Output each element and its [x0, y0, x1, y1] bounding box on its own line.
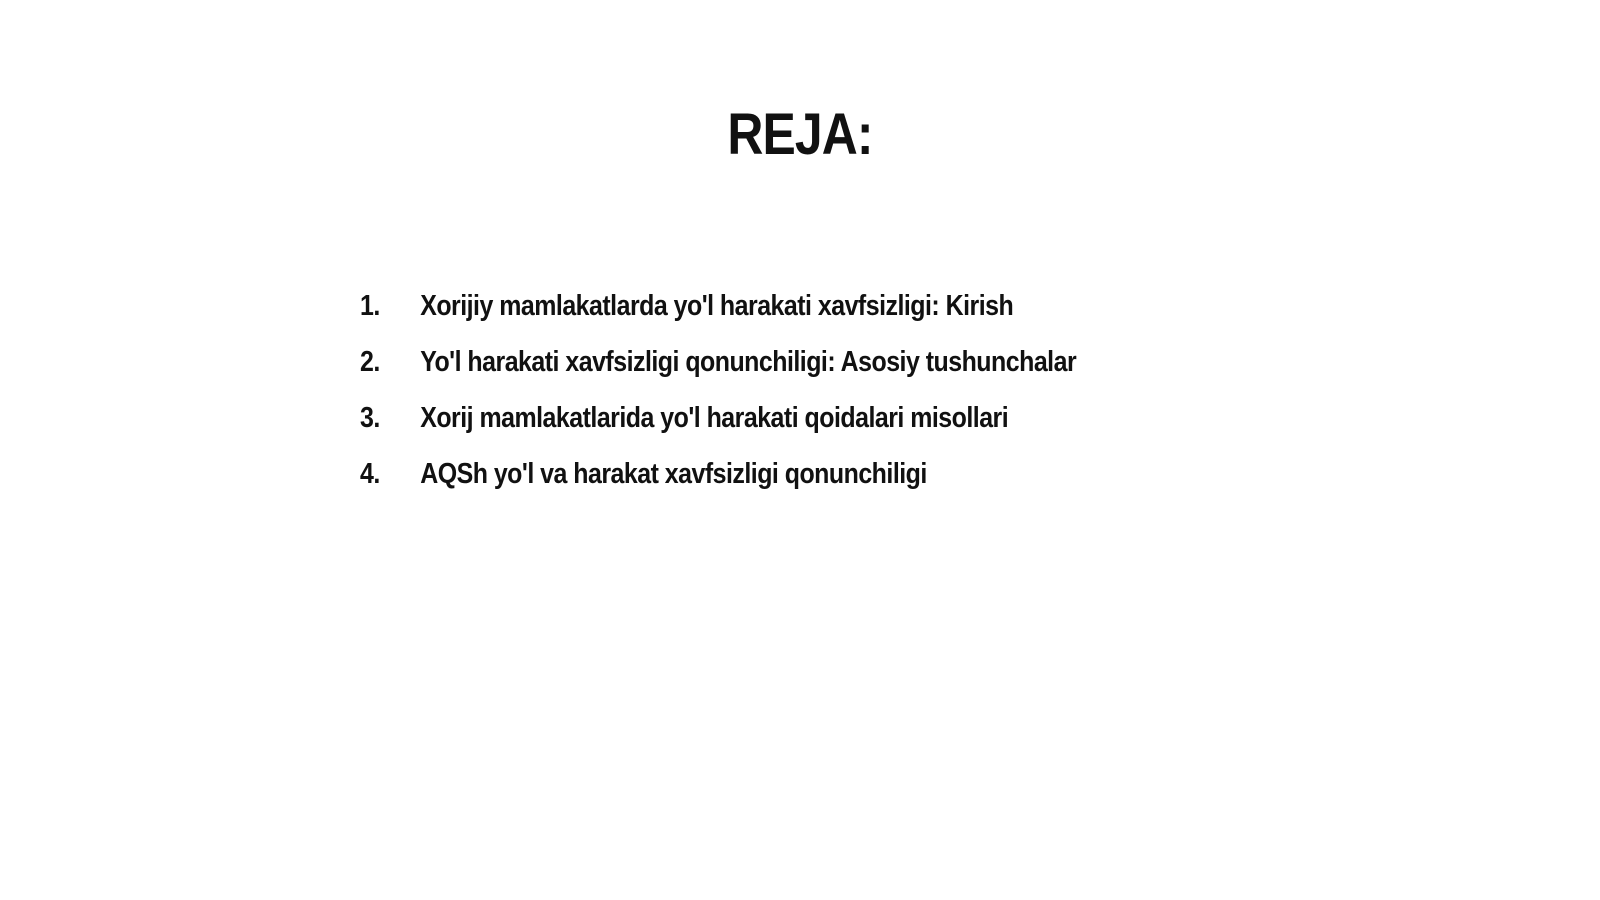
list-item-text: Yo'l harakati xavfsizligi qonunchiligi: Asosiy tushunchalar — [420, 346, 1077, 378]
list-item-number: 2. — [360, 346, 380, 378]
list-item-number: 4. — [360, 458, 380, 490]
list-item — [360, 402, 1076, 458]
list-item-text: AQSh yo'l va harakat xavfsizligi qonunchiligi — [420, 458, 927, 490]
list-item-text: Xorijiy mamlakatlarda yo'l harakati xavfsizligi: Kirish — [420, 290, 1014, 322]
slide-title: REJA: — [727, 102, 873, 167]
plan-list — [360, 290, 1193, 514]
list-item-text: Xorij mamlakatlarida yo'l harakati qoidalari misollari — [420, 402, 1009, 434]
list-item — [360, 346, 1076, 402]
list-item — [360, 290, 1076, 346]
list-item-number: 1. — [360, 290, 380, 322]
list-item-number: 3. — [360, 402, 380, 434]
list-item — [360, 458, 1076, 514]
